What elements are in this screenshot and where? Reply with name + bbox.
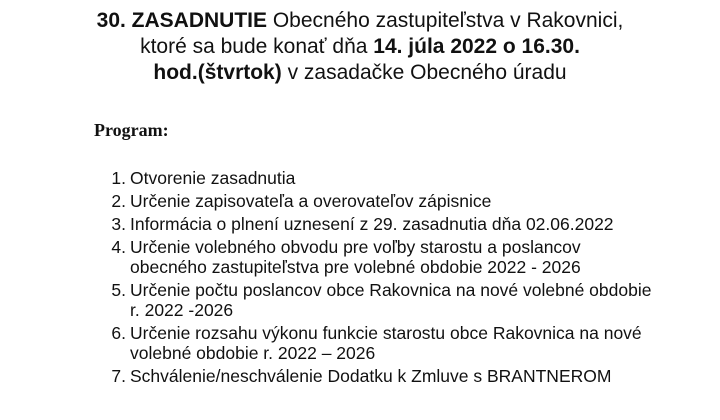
agenda-item-number: 4.: [111, 237, 126, 257]
header-line-2-prefix: ktoré sa bude konať dňa: [140, 35, 374, 58]
agenda-list: [100, 168, 660, 389]
agenda-item-number: 5.: [111, 280, 126, 300]
agenda-item-text: Určenie volebného obvodu pre voľby starostu a poslancov obecného zastupiteľstva pre volebné obdobie 2022 - 2026: [130, 237, 581, 277]
agenda-item: [100, 191, 660, 211]
header-line-1: [60, 8, 660, 34]
header-line-2: [60, 34, 660, 60]
agenda-item-text: Informácia o plnení uznesení z 29. zasadnutia dňa 02.06.2022: [130, 214, 614, 234]
agenda-item: [100, 323, 660, 363]
agenda-item-number: 6.: [111, 323, 126, 343]
agenda-item: [100, 280, 660, 320]
agenda-item-text: Určenie rozsahu výkonu funkcie starostu obce Rakovnica na nové volebné obdobie r. 2022 – 2026: [130, 323, 642, 363]
meeting-date-time: 14. júla 2022 o 16.30.: [373, 35, 580, 58]
header-line-3-rest: v zasadačke Obecného úradu: [281, 61, 567, 84]
header-line-1-rest: Obecného zastupiteľstva v Rakovnici,: [267, 9, 624, 32]
meeting-number: 30. ZASADNUTIE: [96, 9, 268, 32]
agenda-item: [100, 366, 660, 386]
agenda-item-text: Určenie zapisovateľa a overovateľov zápisnice: [130, 191, 492, 211]
agenda-item-text: Otvorenie zasadnutia: [130, 168, 296, 188]
agenda-item-number: 3.: [111, 214, 126, 234]
agenda-item-text: Schválenie/neschválenie Dodatku k Zmluve s BRANTNEROM: [130, 366, 612, 386]
meeting-header: [60, 8, 660, 86]
agenda-item-number: 2.: [111, 191, 126, 211]
agenda-item: [100, 237, 660, 277]
agenda-item: [100, 214, 660, 234]
agenda-item-number: 7.: [111, 366, 126, 386]
agenda-item-number: 1.: [111, 168, 126, 188]
header-line-3: [60, 60, 660, 86]
meeting-hour-weekday: hod.(štvrtok): [153, 61, 282, 84]
agenda-item-text: Určenie počtu poslancov obce Rakovnica na nové volebné obdobie r. 2022 -2026: [130, 280, 652, 320]
program-heading: Program:: [94, 120, 169, 140]
agenda-item: [100, 168, 660, 188]
